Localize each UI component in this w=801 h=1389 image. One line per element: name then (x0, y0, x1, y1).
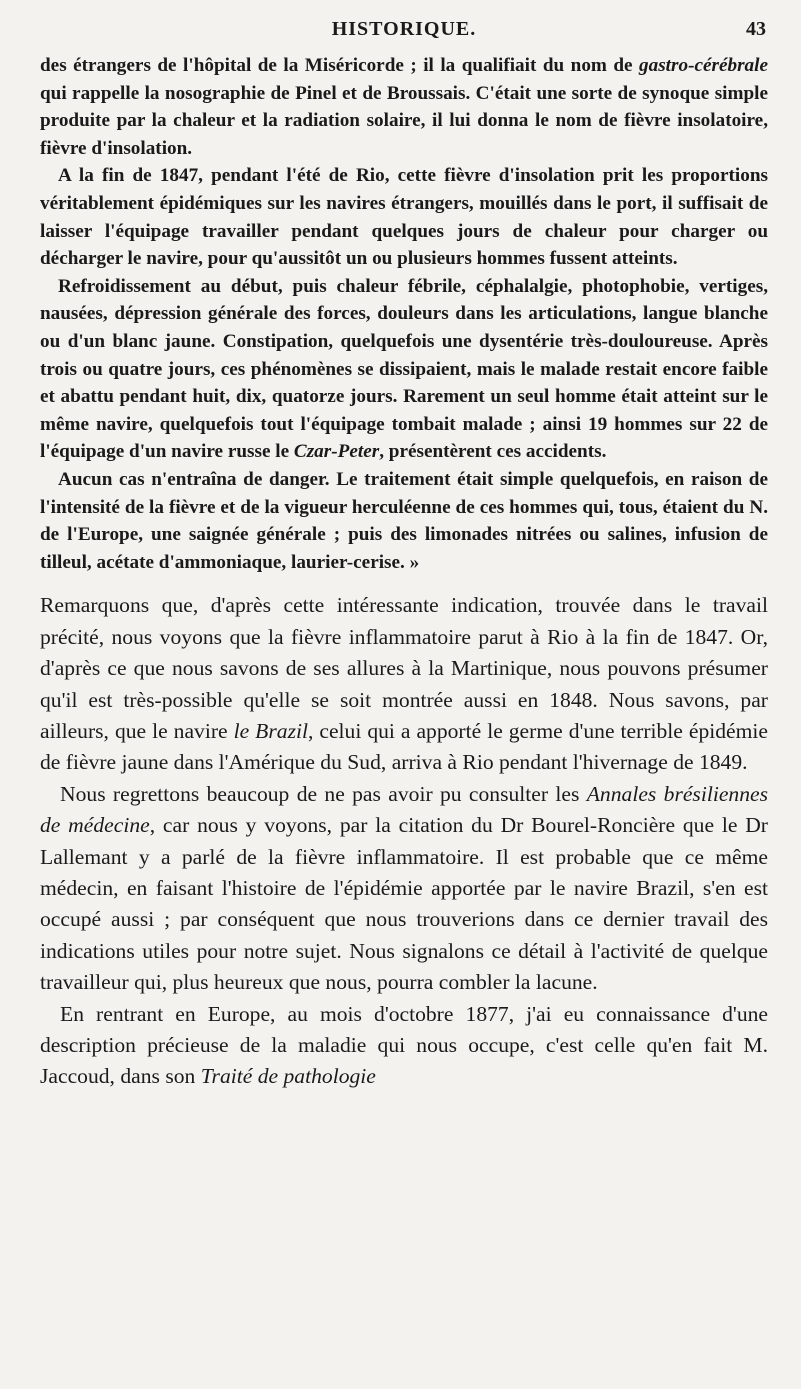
quote-paragraph-1: des étrangers de l'hôpital de la Miséricorde ; il la qualifiait du nom de gastro-cérébrale qui rappelle la nosographie de Pinel et de Broussais. C'était une sorte de synoque simple produite par la chaleur et la radiation solaire, il lui donna le nom de fièvre insolatoire, fièvre d'insolation. (40, 55, 768, 159)
main-text (40, 590, 768, 1093)
quote-paragraph-2: A la fin de 1847, pendant l'été de Rio, cette fièvre d'insolation prit les proportions véritablement épidémiques sur les navires étrangers, mouillés dans le port, il suffisait de laisser l'équipage travailler pendant quelques jours de chaleur pour charger ou décharger le navire, pour qu'aussitôt un ou plusieurs hommes fussent atteints. (40, 165, 768, 270)
book-title: Traité de pathologie (200, 1064, 376, 1089)
quoted-passage (40, 52, 768, 576)
body-paragraph-3: En rentrant en Europe, au mois d'octobre 1877, j'ai eu connaissance d'une description précieuse de la maladie qui nous occupe, c'est celle qu'en fait M. Jaccoud, dans son Traité de pathologie (40, 1001, 768, 1089)
journal-title: Annales brésiliennes de médecine (40, 781, 768, 838)
quote-paragraph-4: Aucun cas n'entraîna de danger. Le traitement était simple quelquefois, en raison de l'intensité de la fièvre et de la vigueur herculéenne de ces hommes qui, tous, étaient du N. de l'Europe, une saignée générale ; puis des limonades nitrées ou salines, infusion de tilleul, acétate d'ammoniaque, laurier-cerise. » (40, 468, 768, 573)
ship-name: le Brazil (233, 718, 308, 743)
italic-term: gastro-cérébrale (639, 55, 768, 76)
body-paragraph-1: Remarquons que, d'après cette intéressante indication, trouvée dans le travail précité, nous voyons que la fièvre inflammatoire parut à Rio à la fin de 1847. Or, d'après ce que nous savons de ses allures à la Martinique, nous pouvons présumer qu'il est très-possible qu'elle se soit montrée aussi en 1848. Nous savons, par ailleurs, que le navire le Brazil, celui qui a apporté le germe d'une terrible épidémie de fièvre jaune dans l'Amérique du Sud, arriva à Rio pendant l'hivernage de 1849. (40, 593, 769, 775)
quote-paragraph-3: Refroidissement au début, puis chaleur fébrile, céphalalgie, photophobie, vertiges, nausées, dépression générale des forces, douleurs dans les articulations, langue blanche ou d'un blanc jaune. Constipation, quelquefois une dysentérie très-douloureuse. Après trois ou quatre jours, ces phénomènes se dissipaient, mais le malade restait encore faible et abattu pendant huit, dix, quatorze jours. Rarement un seul homme était atteint sur le même navire, quelquefois tout l'équipage tombait malade ; ainsi 19 hommes sur 22 de l'équipage d'un navire russe le Czar-Peter, présentèrent ces accidents. (40, 275, 768, 463)
page-header (40, 0, 768, 52)
page-number: 43 (746, 18, 766, 40)
body-paragraph-2: Nous regrettons beaucoup de ne pas avoir pu consulter les Annales brésiliennes de médecine, car nous y voyons, par la citation du Dr Bourel-Roncière que le Dr Lallemant y a parlé de la fièvre inflammatoire. Il est probable que ce même médecin, en faisant l'histoire de l'épidémie apportée par le navire Brazil, s'en est occupé aussi ; par conséquent que nous trouverions dans ce dernier travail des indications utiles pour notre sujet. Nous signalons ce détail à l'activité de quelque travailleur qui, plus heureux que nous, pourra combler la lacune. (40, 781, 769, 995)
ship-name: Czar-Peter (293, 441, 380, 463)
book-page (40, 0, 768, 1093)
running-title: HISTORIQUE. (331, 18, 477, 40)
